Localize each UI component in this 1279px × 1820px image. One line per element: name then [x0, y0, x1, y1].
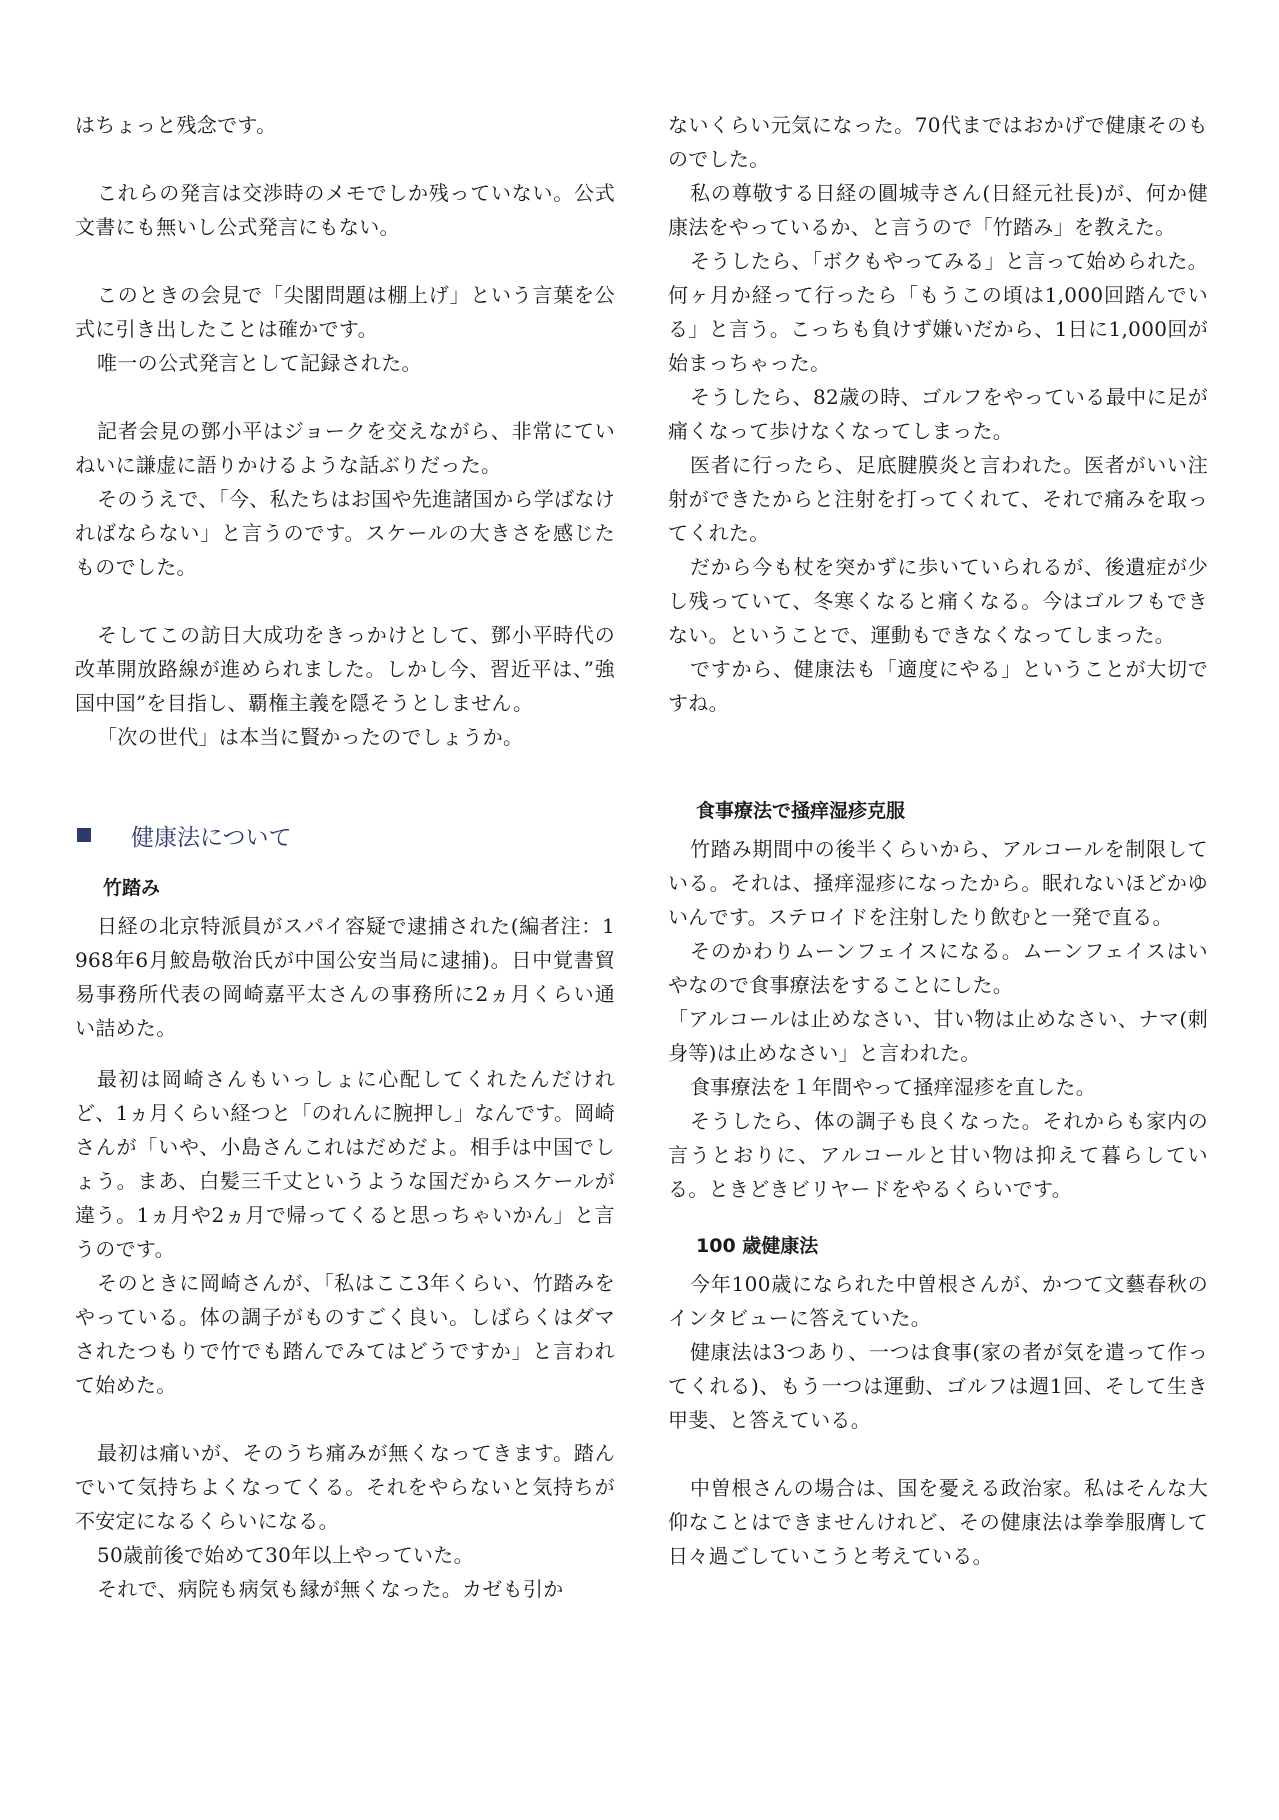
paragraph: そうしたら、体の調子も良くなった。それからも家内の言うとおりに、アルコールと甘い物は抑えて暮らしている。ときどきビリヤードをやるくらいです。 [668, 1109, 1208, 1201]
paragraph: そしてこの訪日大成功をきっかけとして、鄧小平時代の改革開放路線が進められました。しかし今、習近平は、”強国中国”を目指し、覇権主義を隠そうとしません。 [75, 623, 615, 715]
paragraph: 唯一の公式発言として記録された。 [97, 351, 422, 375]
paragraph: 最初は岡崎さんもいっしょに心配してくれたんだけれど、1ヵ月くらい経つと「のれんに腕押し」なんです。岡崎さんが「いや、小島さんこれはだめだよ。相手は中国でしょう。まあ、白髪三千丈というような国だからスケールが違う。1ヵ月や2ヵ月で帰ってくると思っちゃいかん」と言うのです。 [75, 1067, 615, 1261]
paragraph: 50歳前後で始めて30年以上やっていた。 [97, 1543, 474, 1567]
paragraph: 竹踏み期間中の後半くらいから、アルコールを制限している。それは、掻痒湿疹になったから。眠れないほどかゆいんです。ステロイドを注射したり飲むと一発で直る。 [668, 837, 1208, 929]
paragraph: はちょっと残念です。 [75, 113, 277, 137]
paragraph: 「次の世代」は本当に賢かったのでしょうか。 [97, 725, 524, 749]
section-title: 健康法について [131, 824, 292, 851]
paragraph: ですから、健康法も「適度にやる」ということが大切ですね。 [668, 657, 1208, 715]
paragraph: 日経の北京特派員がスパイ容疑で逮捕された(編者注：1968年6月鮫島敬治氏が中国公安当局に逮捕)。日中覚書貿易事務所代表の岡崎嘉平太さんの事務所に2ヵ月くらい通い詰めた。 [75, 914, 615, 1040]
paragraph: 食事療法を１年間やって掻痒湿疹を直した。 [690, 1075, 1096, 1099]
paragraph: ないくらい元気になった。70代まではおかげで健康そのものでした。 [668, 113, 1208, 171]
paragraph: これらの発言は交渉時のメモでしか残っていない。公式文書にも無いし公式発言にもない。 [75, 181, 615, 239]
paragraph: そのうえで、「今、私たちはお国や先進諸国から学ばなければならない」と言うのです。スケールの大きさを感じたものでした。 [75, 487, 615, 579]
sub-heading: 食事療法で掻痒湿疹克服 [696, 800, 906, 822]
paragraph: そうしたら、82歳の時、ゴルフをやっている最中に足が痛くなって歩けなくなってしまった。 [668, 385, 1208, 443]
paragraph: そのときに岡崎さんが、「私はここ3年くらい、竹踏みをやっている。体の調子がものすごく良い。しばらくはダマされたつもりで竹でも踏んでみてはどうですか」と言われて始めた。 [75, 1271, 615, 1397]
paragraph: このときの会見で「尖閣問題は棚上げ」という言葉を公式に引き出したことは確かです。 [75, 283, 615, 341]
paragraph: 記者会見の鄧小平はジョークを交えながら、非常にていねいに謙虚に語りかけるような話ぶりだった。 [75, 419, 615, 477]
left-column [75, 108, 615, 1606]
paragraph: だから今も杖を突かずに歩いていられるが、後遺症が少し残っていて、冬寒くなると痛くなる。今はゴルフもできない。ということで、運動もできなくなってしまった。 [668, 555, 1208, 647]
paragraph: 最初は痛いが、そのうち痛みが無くなってきます。踏んでいて気持ちよくなってくる。それをやらないと気持ちが不安定になるくらいになる。 [75, 1441, 615, 1533]
right-column [668, 108, 1208, 1573]
paragraph: 私の尊敬する日経の圓城寺さん(日経元社長)が、何か健康法をやっているか、と言うので「竹踏み」を教えた。 [668, 181, 1208, 239]
paragraph: それで、病院も病気も縁が無くなった。カゼも引か [97, 1577, 564, 1601]
paragraph: そうしたら、「ボクもやってみる」と言って始められた。何ヶ月か経って行ったら「もうこの頃は1,000回踏んでいる」と言う。こっちも負けず嫌いだから、1日に1,000回が始まっちゃった。 [668, 249, 1208, 375]
sub-heading: 竹踏み [103, 877, 161, 899]
paragraph: 健康法は3つあり、一つは食事(家の者が気を遣って作ってくれる)、もう一つは運動、ゴルフは週1回、そして生き甲斐、と答えている。 [668, 1340, 1208, 1432]
paragraph: 中曽根さんの場合は、国を憂える政治家。私はそんな大仰なことはできませんけれど、その健康法は拳拳服膺して日々過ごしていこうと考えている。 [668, 1476, 1208, 1568]
section-heading [75, 805, 615, 865]
paragraph: 医者に行ったら、足底腱膜炎と言われた。医者がいい注射ができたからと注射を打ってくれて、それで痛みを取ってくれた。 [668, 453, 1208, 545]
square-bullet-icon [77, 828, 91, 842]
sub-heading: 100 歳健康法 [696, 1235, 819, 1257]
paragraph: そのかわりムーンフェイスになる。ムーンフェイスはいやなので食事療法をすることにした。 [668, 939, 1208, 997]
paragraph: 今年100歳になられた中曽根さんが、かつて文藝春秋のインタビューに答えていた。 [668, 1272, 1208, 1330]
paragraph: 「アルコールは止めなさい、甘い物は止めなさい、ナマ(刺身等)は止めなさい」と言われた。 [668, 1007, 1208, 1065]
